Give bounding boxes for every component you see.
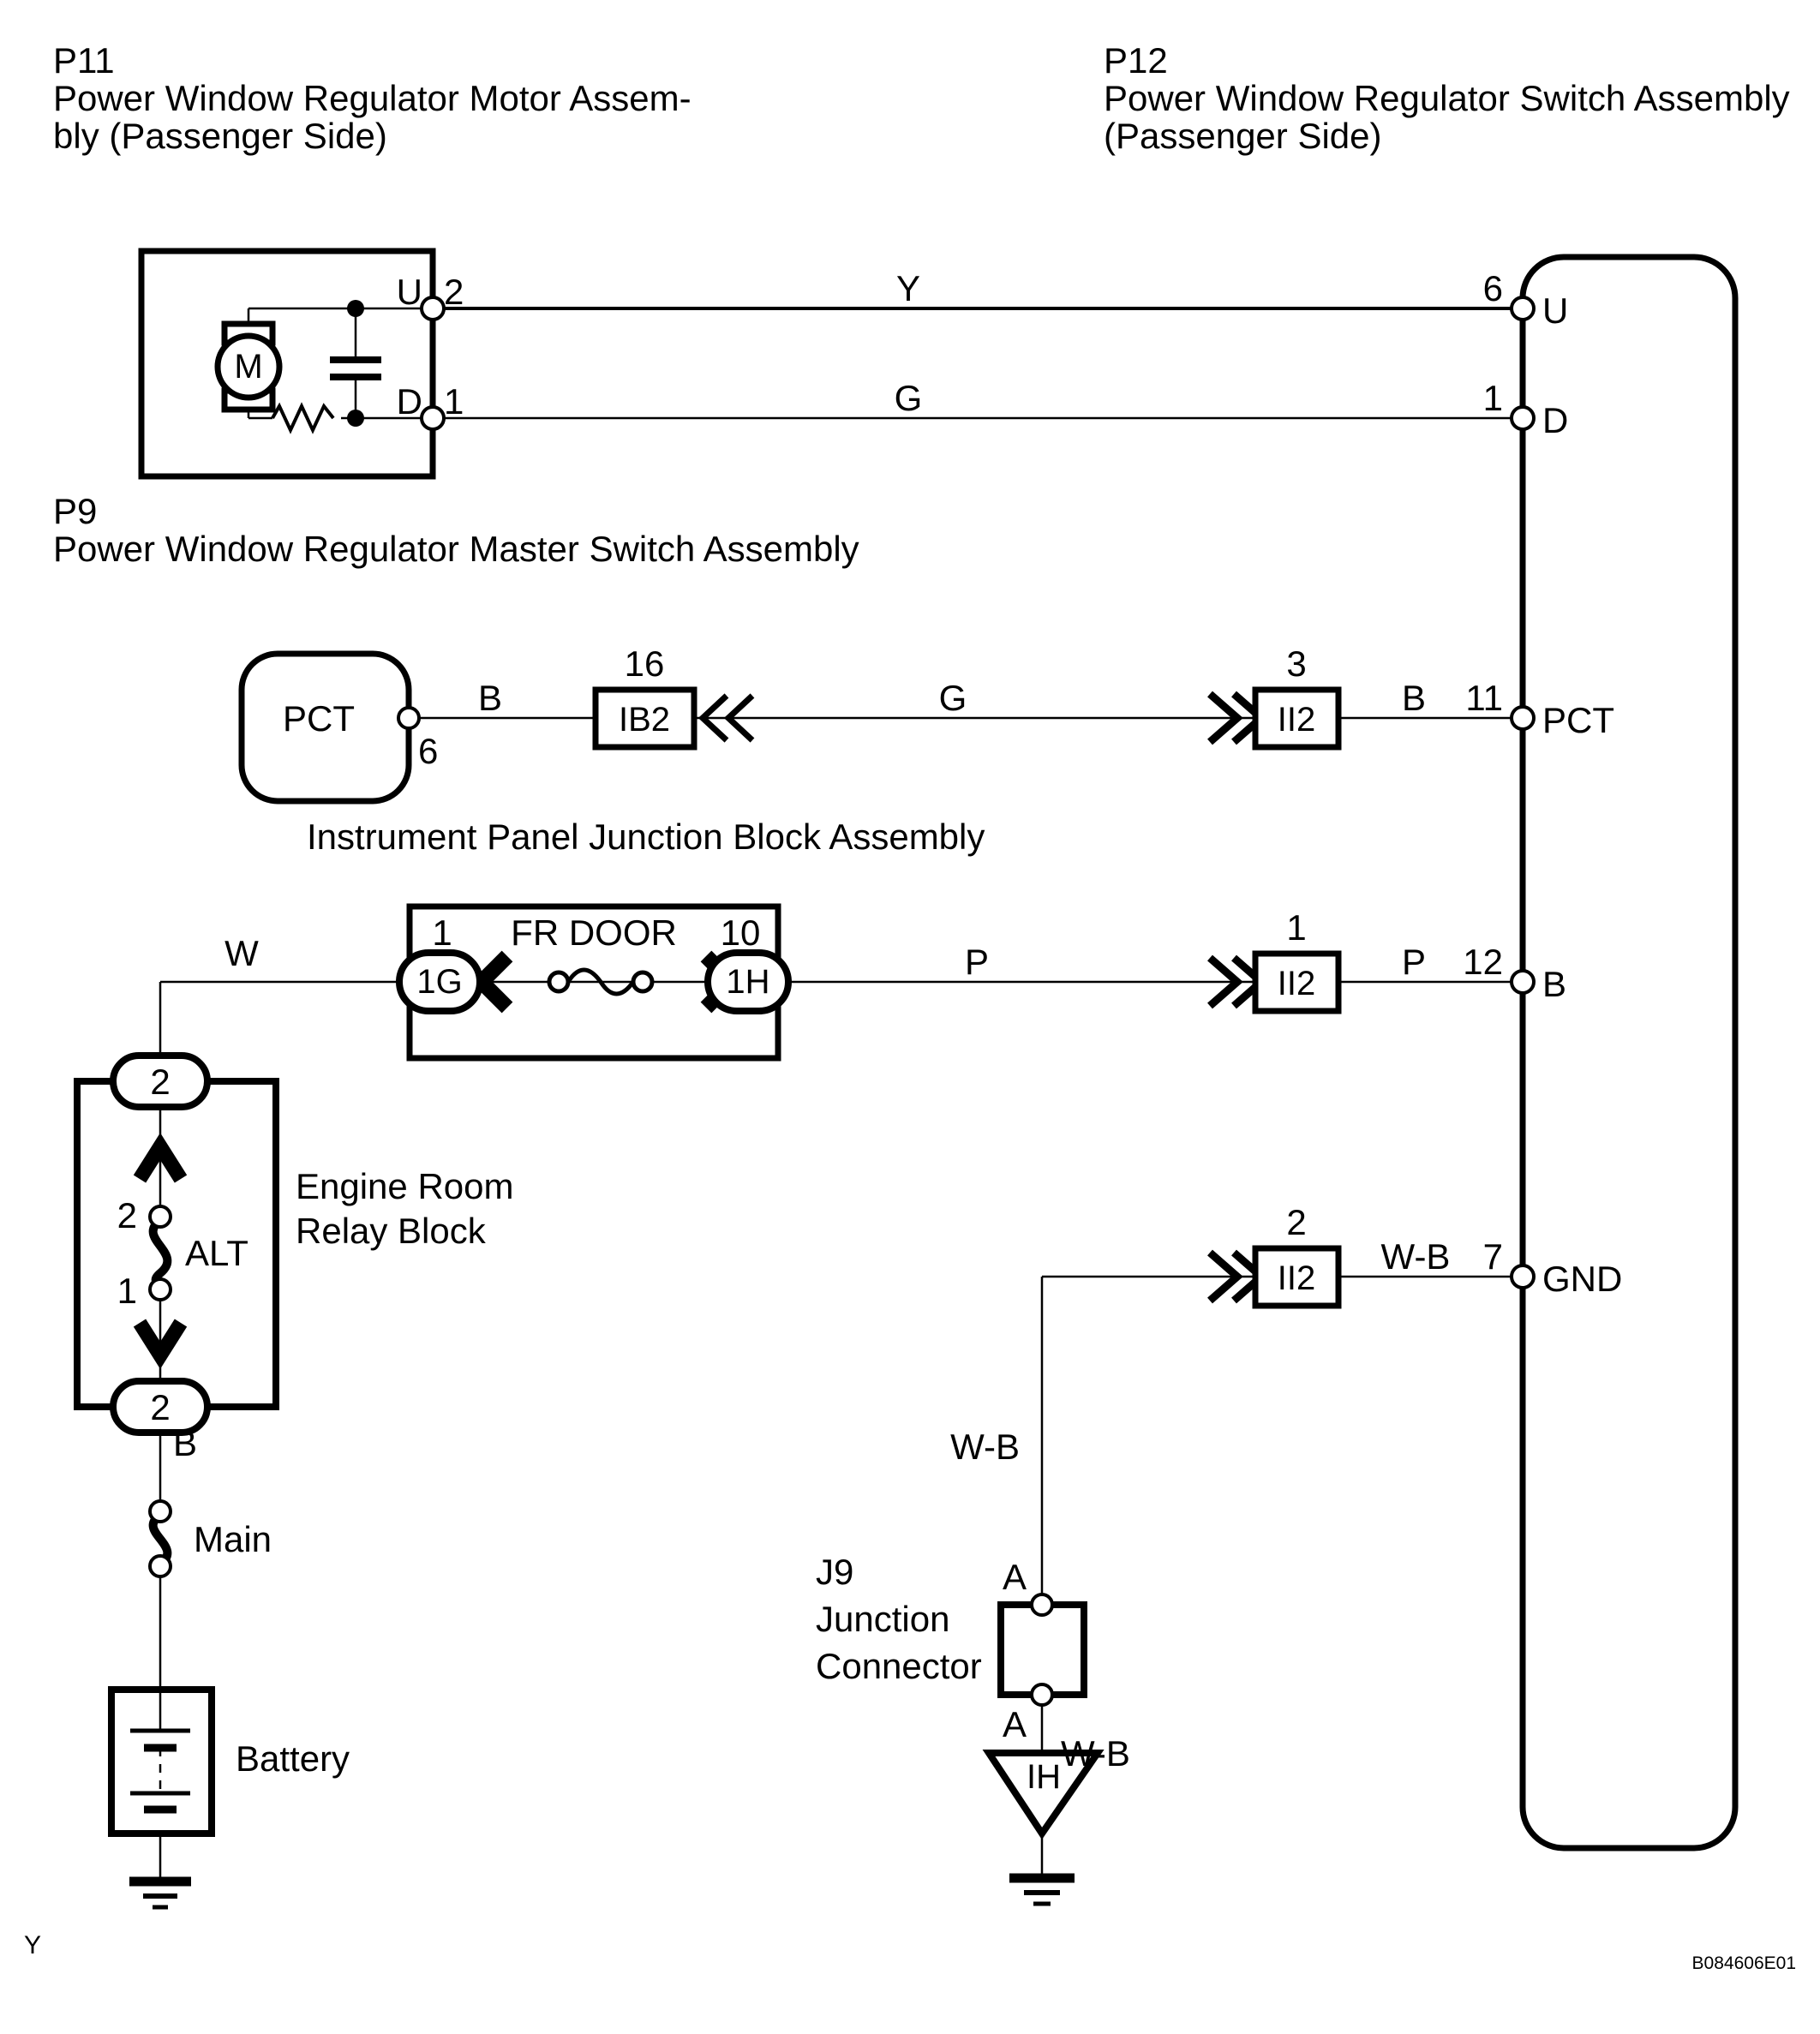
switch-pin12-label: B <box>1542 964 1567 1004</box>
motor-pin-u <box>422 297 444 320</box>
j9-junction-connector <box>1001 1594 1084 1705</box>
ii2-gnd-num: 2 <box>1286 1202 1307 1242</box>
alt-label: ALT <box>185 1233 248 1273</box>
instrument-panel-label: Instrument Panel Junction Block Assembly <box>307 817 985 857</box>
p11-name-line1: Power Window Regulator Motor Assem- <box>53 78 691 118</box>
wire-p1-label: P <box>964 942 990 982</box>
figure-code: B084606E01 <box>1691 1953 1796 1973</box>
switch-pin6-num: 6 <box>1482 268 1503 308</box>
ii2-gnd-label: II2 <box>1277 1259 1316 1297</box>
main-fusible-link <box>150 1501 171 1576</box>
alt-pin-bottom-num: 1 <box>117 1271 137 1311</box>
wire-wb1-label: W-B <box>1380 1236 1451 1277</box>
fr-door-cavity-right: 1H <box>726 963 770 1001</box>
ii2-mid-num: 1 <box>1286 907 1307 948</box>
motor-pin-d-label: D <box>396 381 422 422</box>
switch-pin7-num: 7 <box>1482 1236 1503 1277</box>
alt-pin-2 <box>150 1206 171 1227</box>
wire-b-main-label: B <box>173 1423 198 1463</box>
ii2-top-num: 3 <box>1286 643 1307 684</box>
switch-pin1-num: 1 <box>1482 378 1503 418</box>
switch-pin12-num: 12 <box>1463 942 1503 982</box>
motor-pin-d-num: 1 <box>444 381 464 422</box>
main-link-pin-bottom <box>150 1556 171 1576</box>
relay-cavity-top-num: 2 <box>150 1062 171 1102</box>
switch-pin1-label: D <box>1542 400 1569 440</box>
j9-pin-bottom-label: A <box>1002 1704 1027 1744</box>
j9-pin-top-label: A <box>1002 1557 1027 1597</box>
switch-connector-outline <box>1523 257 1735 1848</box>
fuse-end-right-icon <box>633 972 652 991</box>
switch-pin-11-pct <box>1512 707 1534 729</box>
p9-code: P9 <box>53 491 98 531</box>
fr-door-num-right: 10 <box>720 912 761 953</box>
wire-w-label: W <box>225 933 259 973</box>
switch-pin-12-b <box>1512 971 1534 993</box>
motor-pin-u-num: 2 <box>444 272 464 312</box>
motor-pin-d <box>422 407 444 429</box>
wire-p2-label: P <box>1401 942 1427 982</box>
motor-box-outline <box>141 251 433 476</box>
j9-name-line2: Connector <box>816 1646 982 1686</box>
switch-pin6-label: U <box>1542 290 1569 331</box>
battery-label: Battery <box>236 1738 350 1779</box>
relay-cavity-bottom-num: 2 <box>150 1387 171 1427</box>
junction-dot-bottom <box>347 410 364 427</box>
fuse-end-left-icon <box>549 972 568 991</box>
main-link-pin-top <box>150 1501 171 1522</box>
j9-name-line1: Junction <box>816 1599 950 1639</box>
switch-pin11-label: PCT <box>1542 700 1614 740</box>
footer-left-mark: Y <box>24 1931 42 1959</box>
p11-name-line2: bly (Passenger Side) <box>53 116 387 156</box>
fr-door-title: FR DOOR <box>511 912 677 953</box>
wire-b2-label: B <box>1401 678 1427 718</box>
alt-pin-1 <box>150 1279 171 1300</box>
pct-box-label: PCT <box>283 698 355 739</box>
pct-pin-6 <box>398 708 419 728</box>
switch-assembly-connector <box>1512 257 1735 1848</box>
switch-pin-7-gnd <box>1512 1265 1534 1288</box>
p12-name-line1: Power Window Regulator Switch Assembly <box>1104 78 1790 118</box>
ii2-top-label: II2 <box>1277 701 1316 739</box>
wire-y-label: Y <box>895 268 921 308</box>
motor-letter: M <box>234 348 263 386</box>
ii2-mid-label: II2 <box>1277 965 1316 1002</box>
switch-pin-6-u <box>1512 297 1534 320</box>
pct-pin-num: 6 <box>418 731 439 771</box>
switch-pin7-label: GND <box>1542 1259 1623 1299</box>
main-link-label: Main <box>194 1519 272 1559</box>
relay-block-label-line2: Relay Block <box>296 1211 486 1251</box>
ib2-num: 16 <box>624 643 665 684</box>
fr-door-num-left: 1 <box>432 912 452 953</box>
motor-pin-u-label: U <box>396 272 422 312</box>
p12-code: P12 <box>1104 40 1168 81</box>
switch-pin11-num: 11 <box>1465 678 1503 718</box>
junction-dot-top <box>347 300 364 317</box>
p12-name-line2: (Passenger Side) <box>1104 116 1382 156</box>
j9-box <box>1001 1605 1084 1695</box>
battery-component <box>111 1690 212 1907</box>
j9-code: J9 <box>816 1552 854 1592</box>
wire-b1-label: B <box>477 678 503 718</box>
p9-name: Power Window Regulator Master Switch Assembly <box>53 529 859 569</box>
relay-block-label-line1: Engine Room <box>296 1166 514 1206</box>
j9-pin-a-bottom <box>1032 1684 1052 1705</box>
p11-code: P11 <box>53 40 115 81</box>
ih-label: IH <box>1027 1758 1061 1796</box>
wire-wb3-label: W-B <box>1061 1733 1130 1774</box>
wire-g-label: G <box>894 378 923 418</box>
switch-pin-1-d <box>1512 407 1534 429</box>
alt-pin-top-num: 2 <box>117 1195 137 1235</box>
wire-g2-label: G <box>938 678 967 718</box>
wire-wb2-label: W-B <box>950 1427 1020 1467</box>
ib2-label: IB2 <box>618 701 671 739</box>
j9-pin-a-top <box>1032 1594 1052 1615</box>
fr-door-cavity-left: 1G <box>416 963 463 1001</box>
